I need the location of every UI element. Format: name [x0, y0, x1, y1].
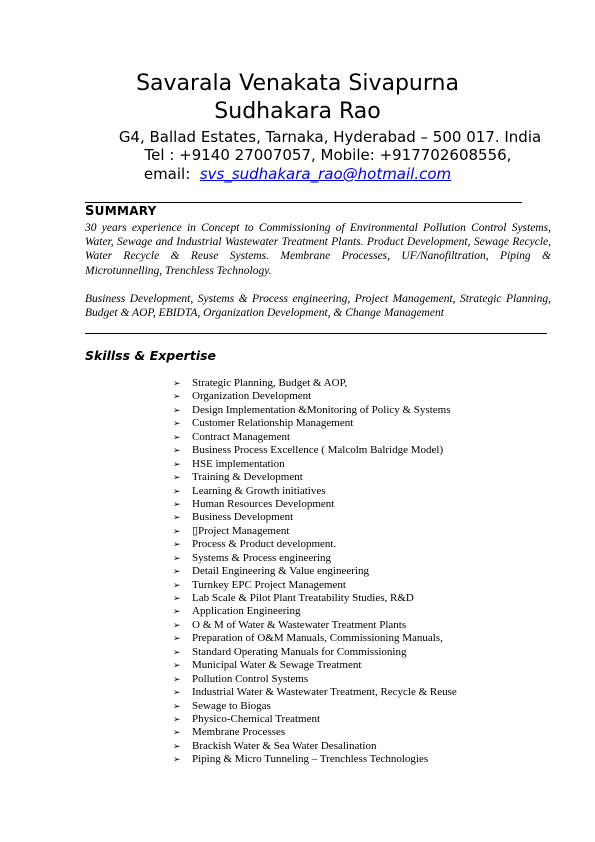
skill-item	[173, 458, 457, 471]
skill-item-label: Business Process Excellence ( Malcolm Balridge Model)	[192, 444, 444, 457]
name-line-1: Savarala Venakata Sivapurna	[136, 71, 459, 96]
arrow-bullet-icon: ➢	[173, 432, 181, 443]
skill-item-label: Sewage to Biogas	[192, 699, 271, 712]
arrow-bullet-icon: ➢	[173, 379, 181, 389]
summary-heading-initial: S	[85, 204, 95, 219]
arrow-bullet-icon: ➢	[173, 620, 181, 631]
arrow-bullet-icon: ➢	[173, 755, 181, 766]
arrow-bullet-icon: ➢	[173, 526, 181, 537]
summary-divider	[85, 333, 547, 334]
skill-item-label: Application Engineering	[192, 605, 301, 618]
skill-item	[173, 740, 457, 753]
skill-item-label: Strategic Planning, Budget & AOP,	[192, 377, 348, 389]
skill-item	[173, 538, 457, 551]
email-line	[0, 165, 595, 183]
arrow-bullet-icon: ➢	[173, 392, 181, 403]
arrow-bullet-icon: ➢	[173, 634, 181, 645]
arrow-bullet-icon: ➢	[173, 405, 181, 416]
skill-item	[173, 485, 457, 498]
name-line-2: Sudhakara Rao	[214, 99, 381, 124]
skill-item	[173, 525, 457, 538]
skill-item	[173, 700, 457, 713]
arrow-bullet-icon: ➢	[173, 661, 181, 672]
skill-item	[173, 619, 457, 632]
phone-line: Tel : +9140 27007057, Mobile: +917702608556,	[144, 146, 512, 164]
skill-item-label: Municipal Water & Sewage Treatment	[192, 659, 362, 672]
skill-item-label: Systems & Process engineering	[192, 551, 332, 564]
arrow-bullet-icon: ➢	[173, 741, 181, 752]
skills-heading: Skillss & Expertise	[85, 348, 217, 363]
arrow-bullet-icon: ➢	[173, 486, 181, 497]
arrow-bullet-icon: ➢	[173, 594, 181, 604]
skill-item	[173, 498, 457, 511]
skill-item-label: O & M of Water & Wastewater Treatment Plants	[192, 618, 407, 631]
skill-item-label: Turnkey EPC Project Management	[192, 578, 346, 591]
skills-list	[173, 377, 457, 767]
arrow-bullet-icon: ➢	[173, 728, 181, 739]
skill-item	[173, 713, 457, 726]
skill-item	[173, 646, 457, 659]
skill-item	[173, 753, 457, 766]
skill-item-label: Lab Scale & Pilot Plant Treatability Studies, R&D	[192, 592, 414, 604]
skill-item	[173, 605, 457, 618]
arrow-bullet-icon: ➢	[173, 499, 181, 510]
arrow-bullet-icon: ➢	[173, 553, 181, 564]
skill-item	[173, 390, 457, 403]
skill-item-label: Industrial Water & Wastewater Treatment, Recycle & Reuse	[192, 686, 457, 699]
skill-item	[173, 659, 457, 672]
skill-item	[173, 444, 457, 457]
arrow-bullet-icon: ➢	[173, 714, 181, 725]
skill-item	[173, 471, 457, 484]
skill-item-label: Process & Product development.	[192, 538, 337, 551]
arrow-bullet-icon: ➢	[173, 701, 181, 712]
skill-item-label: Training & Development	[192, 471, 303, 484]
skill-item-label: Physico-Chemical Treatment	[192, 712, 321, 725]
skill-item	[173, 592, 457, 605]
arrow-bullet-icon: ➢	[173, 513, 181, 524]
summary-paragraph-2: Business Development, Systems & Process engineering, Project Management, Strategic Planning, Budget & AOP, EBIDTA, Organization Development, & Change Management	[85, 293, 551, 320]
skill-item	[173, 377, 457, 390]
skill-item	[173, 565, 457, 578]
address-line: G4, Ballad Estates, Tarnaka, Hyderabad – 500 017. India	[118, 128, 542, 146]
skill-item-label: Learning & Growth initiatives	[192, 484, 326, 497]
arrow-bullet-icon: ➢	[173, 674, 181, 685]
arrow-bullet-icon: ➢	[173, 647, 181, 658]
summary-paragraph-1: 30 years experience in Concept to Commissioning of Environmental Pollution Control Systems, Water, Sewage and Industrial Wastewater Treatment Plants. Product Development, Sewage Recycle, Water Recycle & Reuse Systems. Membrane Processes, UF/Nanofiltration, Piping & Microtunnelling, Trenchless Technology.	[85, 222, 551, 277]
skill-item-label: Organization Development	[192, 390, 312, 403]
email-label: email:	[143, 165, 191, 183]
arrow-bullet-icon: ➢	[173, 688, 181, 699]
arrow-bullet-icon: ➢	[173, 580, 181, 591]
skill-item-label: Brackish Water & Sea Water Desalination	[192, 739, 377, 752]
skill-item	[173, 632, 457, 645]
skill-item	[173, 673, 457, 686]
arrow-bullet-icon: ➢	[173, 607, 181, 618]
skill-item-label: Human Resources Development	[192, 497, 335, 510]
skill-item	[173, 726, 457, 739]
summary-heading-rest: UMMARY	[94, 204, 157, 218]
skill-item	[173, 579, 457, 592]
skill-item-label: Design Implementation &Monitoring of Policy & Systems	[192, 403, 451, 416]
skill-item-label: Business Development	[192, 511, 294, 524]
arrow-bullet-icon: ➢	[173, 540, 181, 551]
skill-item	[173, 552, 457, 565]
arrow-bullet-icon: ➢	[173, 567, 181, 578]
skill-item	[173, 686, 457, 699]
skill-item-label: Standard Operating Manuals for Commissioning	[192, 645, 407, 658]
skill-item-label: HSE implementation	[192, 457, 285, 470]
skill-item	[173, 417, 457, 430]
arrow-bullet-icon: ➢	[173, 419, 181, 430]
skill-item-label: Piping & Micro Tunneling – Trenchless Technologies	[192, 753, 429, 766]
arrow-bullet-icon: ➢	[173, 459, 181, 470]
skill-item-label: ▯Project Management	[192, 524, 290, 537]
arrow-bullet-icon: ➢	[173, 446, 181, 457]
arrow-bullet-icon: ➢	[173, 473, 181, 484]
skill-item-label: Customer Relationship Management	[192, 417, 354, 430]
skill-item-label: Detail Engineering & Value engineering	[192, 565, 369, 578]
skill-item-label: Membrane Processes	[192, 726, 286, 739]
skill-item	[173, 511, 457, 524]
skill-item-label: Contract Management	[192, 430, 291, 443]
email-link[interactable]: svs_sudhakara_rao@hotmail.com	[199, 165, 452, 183]
summary-heading	[85, 204, 157, 219]
skill-item-label: Preparation of O&M Manuals, Commissioning Manuals,	[192, 632, 443, 645]
skill-item	[173, 431, 457, 444]
skill-item-label: Pollution Control Systems	[192, 672, 309, 685]
skill-item	[173, 404, 457, 417]
